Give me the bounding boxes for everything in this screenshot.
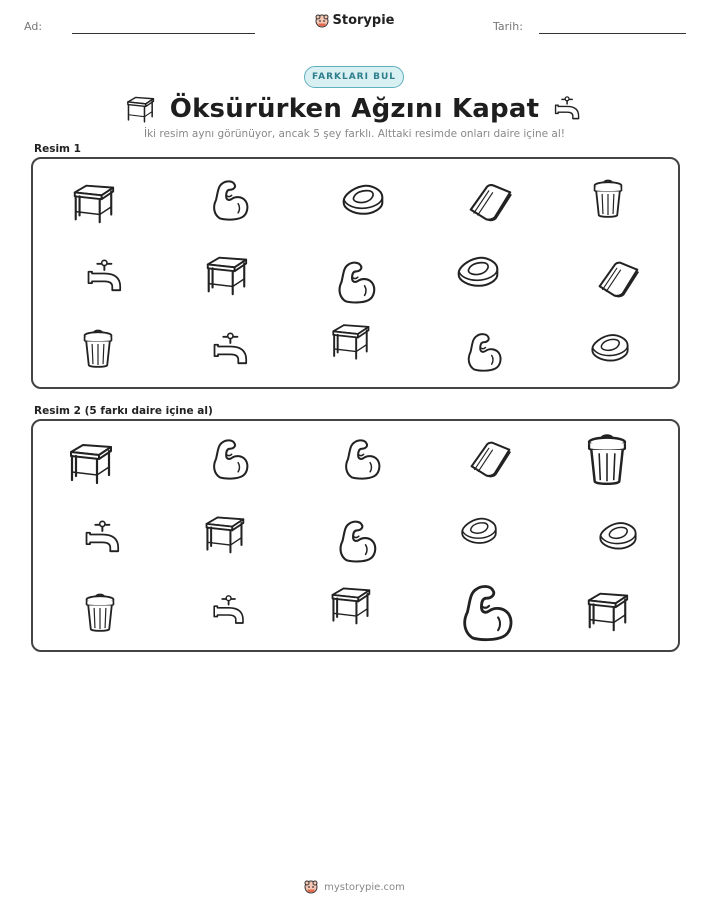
table-icon	[124, 93, 156, 125]
storypie-logo-icon	[304, 880, 318, 894]
picture-2-arm-icon[interactable]	[451, 579, 517, 643]
brand-name: Storypie	[332, 13, 395, 28]
picture-1-arm-icon[interactable]	[205, 175, 251, 223]
picture-2-faucet-icon[interactable]	[211, 589, 251, 633]
picture-1-table-icon[interactable]	[201, 251, 251, 299]
date-line[interactable]	[539, 33, 686, 34]
picture-2-arm-icon[interactable]	[331, 515, 379, 565]
activity-badge: FARKLARI BUL	[304, 66, 404, 88]
picture-2-table-icon[interactable]	[65, 437, 115, 489]
picture-1-soap-icon[interactable]	[335, 177, 391, 223]
picture-1-table-icon[interactable]	[67, 179, 119, 227]
picture-2-soap-icon[interactable]	[453, 511, 505, 551]
picture-1-trash-icon[interactable]	[77, 323, 119, 375]
brand	[0, 13, 709, 28]
instructions: İki resim aynı görünüyor, ancak 5 şey farklı. Alttaki resimde onları daire içine al!	[144, 128, 565, 140]
picture-2-soap-icon[interactable]	[593, 515, 643, 557]
name-line[interactable]	[72, 33, 255, 34]
picture-2-label: Resim 2 (5 farkı daire içine al)	[34, 405, 213, 417]
picture-1-faucet-icon[interactable]	[83, 255, 131, 299]
picture-2-towel-icon[interactable]	[465, 435, 515, 481]
footer-url[interactable]: mystorypie.com	[324, 881, 405, 893]
picture-2-trash-icon[interactable]	[579, 425, 635, 495]
picture-2-faucet-icon[interactable]	[83, 515, 127, 561]
picture-1-table-icon[interactable]	[325, 319, 375, 363]
picture-2-table-icon[interactable]	[327, 581, 373, 629]
picture-1-arm-icon[interactable]	[329, 257, 379, 305]
picture-1-trash-icon[interactable]	[587, 175, 629, 223]
faucet-icon	[553, 93, 585, 125]
page-title: Öksürürken Ağzını Kapat	[169, 94, 540, 124]
date-label: Tarih:	[493, 20, 523, 33]
picture-1-soap-icon[interactable]	[585, 327, 635, 369]
picture-1-towel-icon[interactable]	[465, 177, 515, 225]
title-row	[0, 90, 709, 128]
picture-1-towel-icon[interactable]	[595, 255, 641, 301]
picture-1-soap-icon[interactable]	[451, 249, 505, 295]
picture-2-table-icon[interactable]	[583, 585, 631, 637]
picture-1-panel	[31, 157, 680, 389]
picture-2-trash-icon[interactable]	[79, 589, 121, 637]
picture-1-faucet-icon[interactable]	[211, 327, 255, 373]
picture-2-arm-icon[interactable]	[205, 435, 251, 481]
name-label: Ad:	[24, 20, 43, 33]
picture-2-arm-icon[interactable]	[337, 435, 383, 481]
picture-2-table-icon[interactable]	[199, 511, 249, 557]
picture-1-arm-icon[interactable]	[459, 329, 505, 373]
footer	[0, 880, 709, 894]
storypie-logo-icon	[315, 14, 329, 28]
picture-2-panel	[31, 419, 680, 652]
picture-1-label: Resim 1	[34, 143, 81, 155]
